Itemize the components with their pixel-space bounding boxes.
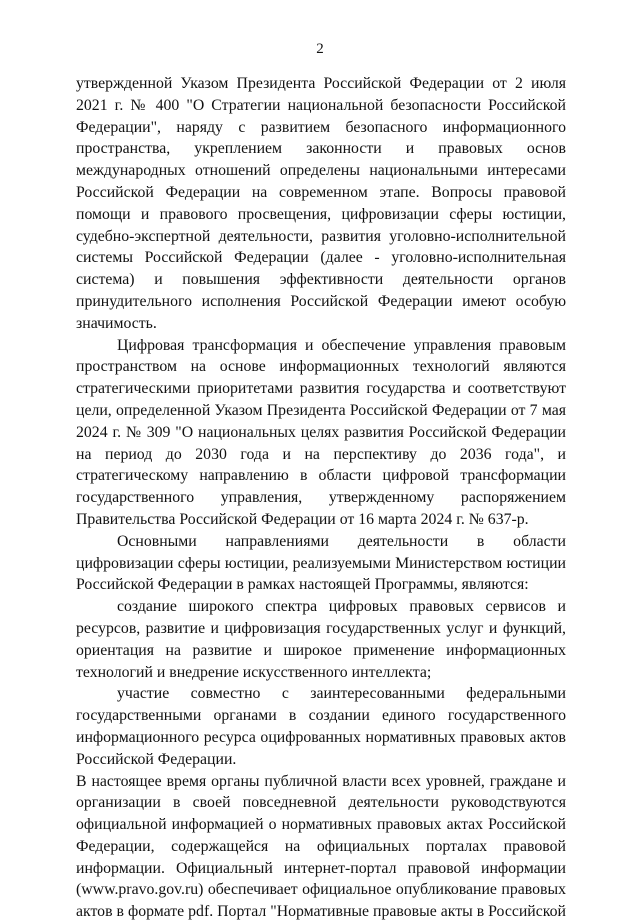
- list-item-unified-resource: участие совместно с заинтересованными федеральными государственными органами в создании единого государственного информационного ресурса оцифрованных нормативных правовых актов Российской Федерации.: [76, 683, 566, 770]
- document-body: [76, 73, 566, 923]
- paragraph-main-directions: Основными направлениями деятельности в области цифровизации сферы юстиции, реализуемыми Министерством юстиции Российской Федерации в рамках настоящей Программы, являются:: [76, 531, 566, 596]
- paragraph-continuation: утвержденной Указом Президента Российской Федерации от 2 июля 2021 г. № 400 "О Стратегии национальной безопасности Российской Федерации", наряду с развитием безопасного информационного пространства, укреплением законности и правовых основ международных отношений определены национальными интересами Российской Федерации на современном этапе. Вопросы правовой помощи и правового просвещения, цифровизации сферы юстиции, судебно-экспертной деятельности, развития уголовно-исполнительной системы Российской Федерации (далее - уголовно-исполнительная система) и повышения эффективности деятельности органов принудительного исполнения Российской Федерации имеют особую значимость.: [76, 73, 566, 335]
- paragraph-current-state: В настоящее время органы публичной власти всех уровней, граждане и организации в своей повседневной деятельности руководствуются официальной информацией о нормативных правовых актах Российской Федерации, содержащейся на официальных порталах правовой информации. Официальный интернет-портал правовой информации (www.pravo.gov.ru) обеспечивает официальное опубликование правовых актов в формате pdf. Портал "Нормативные правовые акты в Российской: [76, 771, 566, 923]
- page-number: 2: [0, 40, 640, 58]
- list-item-digital-services: создание широкого спектра цифровых правовых сервисов и ресурсов, развитие и цифровизация государственных услуг и функций, ориентация на развитие и широкое применение информационных технологий и внедрение искусственного интеллекта;: [76, 596, 566, 683]
- paragraph-digital-transformation: Цифровая трансформация и обеспечение управления правовым пространством на основе информационных технологий являются стратегическими приоритетами развития государства и соответствуют цели, определенной Указом Президента Российской Федерации от 7 мая 2024 г. № 309 "О национальных целях развития Российской Федерации на период до 2030 года и на перспективу до 2036 года", и стратегическому направлению в области цифровой трансформации государственного управления, утвержденному распоряжением Правительства Российской Федерации от 16 марта 2024 г. № 637-р.: [76, 335, 566, 531]
